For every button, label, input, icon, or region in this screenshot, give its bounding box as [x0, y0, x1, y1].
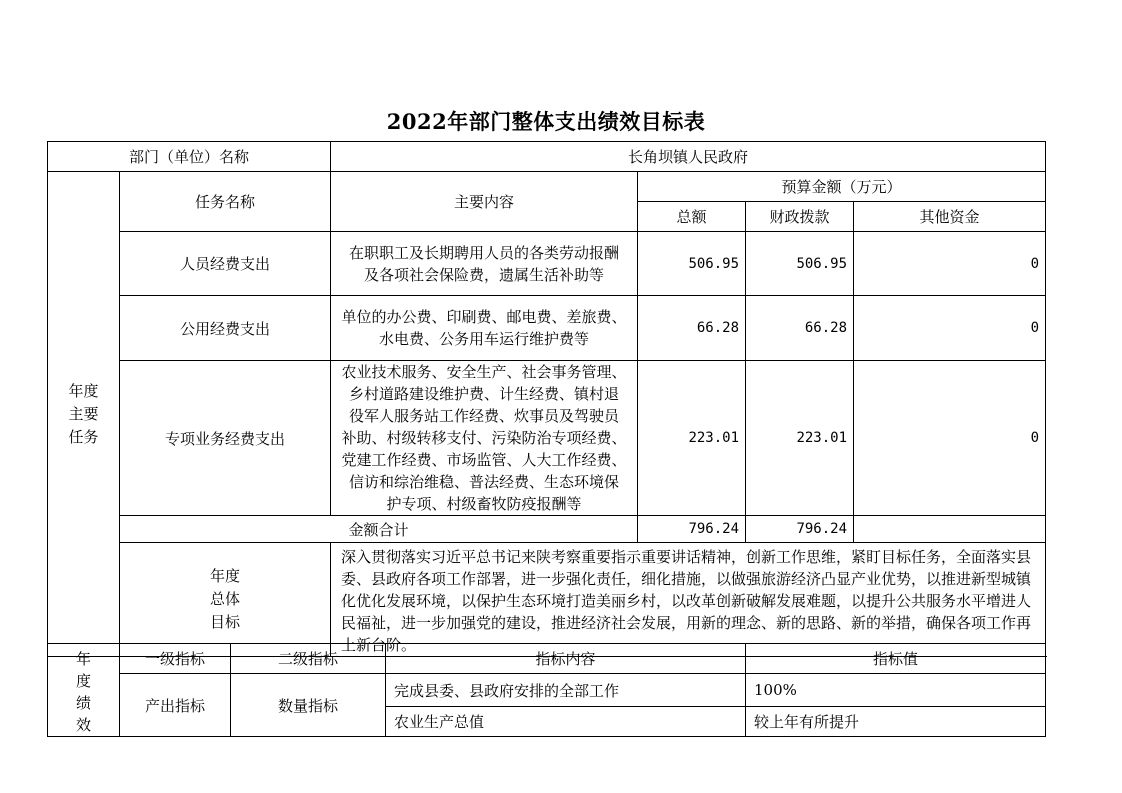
header-total: 总额 — [638, 202, 746, 232]
task-total: 223.01 — [638, 361, 746, 516]
dept-row — [48, 142, 1046, 172]
task-content: 农业技术服务、安全生产、社会事务管理、 乡村道路建设维护费、计生经费、镇村退 役军人服务站工作经费、炊事员及驾驶员 补助、村级转移支付、污染防治专项经费、 党建工作经费、市场监管、人大工作经费、 信访和综治维稳、普法经费、生态环境保 护专项、村级畜牧防疫报酬等 — [331, 361, 638, 516]
header-task-name: 任务名称 — [120, 172, 331, 232]
page-title: 2022年部门整体支出绩效目标表 — [386, 109, 706, 134]
dept-value: 长角坝镇人民政府 — [331, 142, 1046, 172]
task-fiscal: 66.28 — [746, 296, 854, 361]
task-other: 0 — [854, 361, 1046, 516]
task-name: 专项业务经费支出 — [120, 361, 331, 516]
header-indicator-content: 指标内容 — [386, 644, 746, 674]
sum-row — [48, 516, 1046, 543]
header-other: 其他资金 — [854, 202, 1046, 232]
table-row — [48, 296, 1046, 361]
sum-fiscal: 796.24 — [746, 516, 854, 543]
header-fiscal: 财政拨款 — [746, 202, 854, 232]
indicator-value: 100% — [746, 674, 1046, 707]
goal-text: 深入贯彻落实习近平总书记来陕考察重要指示重要讲话精神，创新工作思维，紧盯目标任务，全面落实县委、县政府各项工作部署，进一步强化责任，细化措施，以做强旅游经济凸显产业优势，以推进新型城镇化优化发展环境，以保护生态环境打造美丽乡村，以改革创新破解发展难题，以提升公共服务水平增进人民福祉，进一步加强党的建设，推进经济社会发展，用新的理念、新的思路、新的举措，确保各项工作再上新台阶。 — [331, 543, 1046, 657]
goal-side-label: 年度 总体 目标 — [120, 543, 331, 657]
task-fiscal: 506.95 — [746, 232, 854, 296]
goal-row — [48, 543, 1046, 657]
sum-label: 金额合计 — [120, 516, 638, 543]
header-row-1 — [48, 172, 1046, 202]
header-main-content: 主要内容 — [331, 172, 638, 232]
header-budget: 预算金额（万元） — [638, 172, 1046, 202]
indicator-content: 完成县委、县政府安排的全部工作 — [386, 674, 746, 707]
task-content: 单位的办公费、印刷费、邮电费、差旅费、 水电费、公务用车运行维护费等 — [331, 296, 638, 361]
task-other: 0 — [854, 232, 1046, 296]
task-fiscal: 223.01 — [746, 361, 854, 516]
indicator-header-row — [48, 644, 1046, 674]
table-row — [48, 232, 1046, 296]
dept-label: 部门（单位）名称 — [48, 142, 331, 172]
header-level1: 一级指标 — [120, 644, 231, 674]
sum-other — [854, 516, 1046, 543]
budget-table — [47, 141, 1046, 657]
indicator-side-label: 年 度 绩 效 — [48, 644, 120, 737]
indicator-value: 较上年有所提升 — [746, 707, 1046, 737]
header-level2: 二级指标 — [231, 644, 386, 674]
sum-total: 796.24 — [638, 516, 746, 543]
table-row — [48, 361, 1046, 516]
level2-value: 数量指标 — [231, 674, 386, 737]
header-indicator-value: 指标值 — [746, 644, 1046, 674]
indicator-content: 农业生产总值 — [386, 707, 746, 737]
table-row — [48, 674, 1046, 707]
task-other: 0 — [854, 296, 1046, 361]
task-total: 506.95 — [638, 232, 746, 296]
task-total: 66.28 — [638, 296, 746, 361]
indicator-table — [47, 643, 1046, 737]
task-name: 人员经费支出 — [120, 232, 331, 296]
level1-value: 产出指标 — [120, 674, 231, 737]
task-name: 公用经费支出 — [120, 296, 331, 361]
task-content: 在职职工及长期聘用人员的各类劳动报酬 及各项社会保险费，遗属生活补助等 — [331, 232, 638, 296]
tasks-side-label: 年度 主要 任务 — [48, 172, 120, 657]
